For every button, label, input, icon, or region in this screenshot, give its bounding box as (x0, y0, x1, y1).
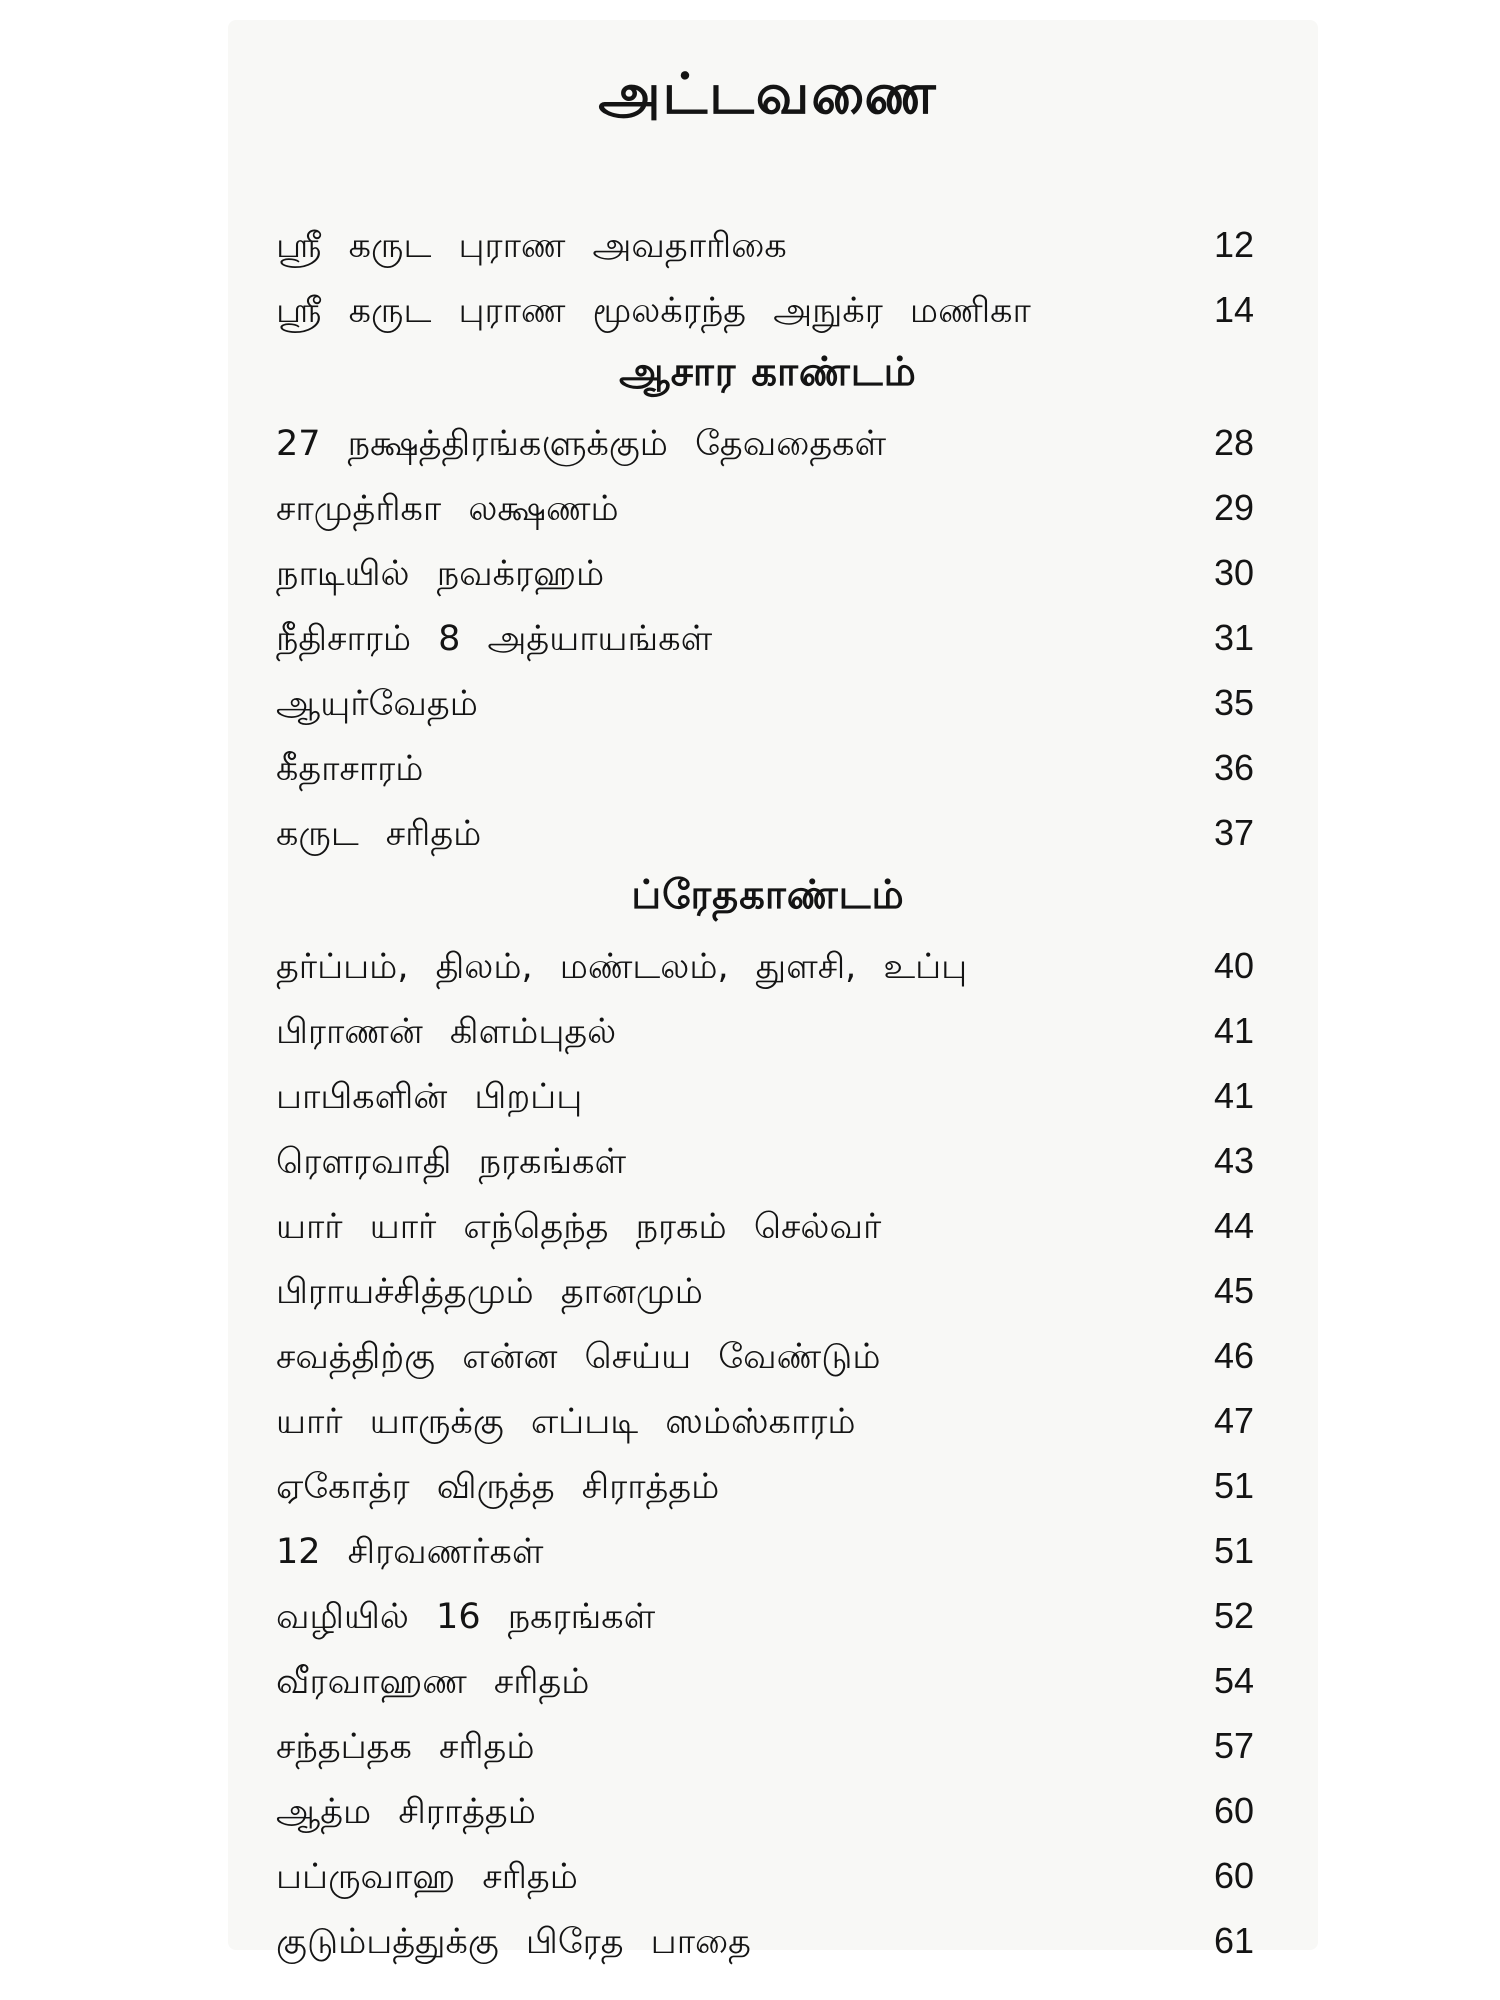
entry-page-number: 43 (1213, 1140, 1254, 1181)
entry-title: 12 சிரவணர்கள் (276, 1532, 544, 1572)
entry-title: தர்ப்பம், திலம், மண்டலம், துளசி, உப்பு (276, 947, 968, 987)
toc-entry (276, 605, 1260, 670)
entry-title: சந்தப்தக சரிதம் (276, 1727, 535, 1767)
entry-title: நாடியில் நவக்ரஹம் (276, 554, 605, 594)
entry-title: ஸ்ரீ கருட புராண மூலக்ரந்த அநுக்ர மணிகா (276, 291, 1031, 331)
toc-entry (276, 670, 1260, 735)
section-heading-pretha-kandam: ப்ரேதகாண்டம் (631, 872, 905, 918)
entry-page-number: 14 (1213, 289, 1254, 330)
entry-title: வழியில் 16 நகரங்கள் (276, 1597, 656, 1637)
entry-title: நீதிசாரம் 8 அத்யாயங்கள் (276, 619, 713, 659)
entry-title: ஆயுர்வேதம் (276, 684, 478, 724)
entry-page-number: 41 (1213, 1075, 1254, 1116)
entry-title: கருட சரிதம் (276, 814, 482, 854)
toc-entry (276, 1518, 1260, 1583)
table-of-contents (276, 58, 1260, 1973)
entry-page-number: 46 (1213, 1335, 1254, 1376)
entry-page-number: 47 (1213, 1400, 1254, 1441)
entry-title: குடும்பத்துக்கு பிரேத பாதை (276, 1922, 751, 1962)
toc-entry (276, 1908, 1260, 1973)
entry-page-number: 52 (1213, 1595, 1254, 1636)
entry-title: பிராணன் கிளம்புதல் (276, 1012, 617, 1052)
entry-page-number: 36 (1213, 747, 1254, 788)
section-heading-achara-kandam: ஆசார காண்டம் (619, 349, 917, 395)
entry-title: 27 நக்ஷத்திரங்களுக்கும் தேவதைகள் (276, 424, 887, 464)
toc-entry (276, 1453, 1260, 1518)
toc-entry (276, 212, 1260, 277)
entry-page-number: 28 (1213, 422, 1254, 463)
entry-title: ஸ்ரீ கருட புராண அவதாரிகை (276, 226, 787, 266)
entry-page-number: 45 (1213, 1270, 1254, 1311)
entry-title: ரௌரவாதி நரகங்கள் (276, 1142, 627, 1182)
entry-title: பாபிகளின் பிறப்பு (276, 1077, 583, 1117)
toc-entry (276, 1258, 1260, 1323)
entry-page-number: 37 (1213, 812, 1254, 853)
entry-page-number: 44 (1213, 1205, 1254, 1246)
toc-entry (276, 1388, 1260, 1453)
entry-page-number: 51 (1213, 1530, 1254, 1571)
page-title: அட்டவணை (598, 62, 938, 127)
entry-page-number: 60 (1213, 1855, 1254, 1896)
toc-entry (276, 475, 1260, 540)
entry-title: பிராயச்சித்தமும் தானமும் (276, 1272, 703, 1312)
toc-entry (276, 800, 1260, 865)
toc-entry (276, 1843, 1260, 1908)
toc-entry (276, 277, 1260, 342)
entry-page-number: 57 (1213, 1725, 1254, 1766)
entry-page-number: 12 (1213, 224, 1254, 265)
entry-page-number: 29 (1213, 487, 1254, 528)
toc-entry (276, 1128, 1260, 1193)
entry-page-number: 61 (1213, 1920, 1254, 1961)
toc-entry (276, 1713, 1260, 1778)
toc-entry (276, 998, 1260, 1063)
entry-title: பப்ருவாஹ சரிதம் (276, 1857, 578, 1897)
entry-title: கீதாசாரம் (276, 749, 424, 789)
entry-title: சவத்திற்கு என்ன செய்ய வேண்டும் (276, 1337, 881, 1377)
toc-entry (276, 1778, 1260, 1843)
entry-page-number: 60 (1213, 1790, 1254, 1831)
toc-entry (276, 1323, 1260, 1388)
toc-entry (276, 933, 1260, 998)
entry-page-number: 40 (1213, 945, 1254, 986)
entry-title: ஏகோத்ர விருத்த சிராத்தம் (276, 1467, 720, 1507)
entry-title: யார் யாருக்கு எப்படி ஸம்ஸ்காரம் (276, 1402, 856, 1442)
entry-title: சாமுத்ரிகா லக்ஷணம் (276, 489, 619, 529)
entry-title: வீரவாஹண சரிதம் (276, 1662, 590, 1702)
entry-page-number: 30 (1213, 552, 1254, 593)
toc-entry (276, 735, 1260, 800)
toc-entry (276, 1583, 1260, 1648)
toc-entry (276, 1648, 1260, 1713)
toc-entry (276, 410, 1260, 475)
entry-title: ஆத்ம சிராத்தம் (276, 1792, 536, 1832)
toc-entry (276, 1193, 1260, 1258)
entry-page-number: 54 (1213, 1660, 1254, 1701)
entry-page-number: 35 (1213, 682, 1254, 723)
toc-entry (276, 540, 1260, 605)
entry-page-number: 31 (1213, 617, 1254, 658)
entry-page-number: 51 (1213, 1465, 1254, 1506)
toc-entry (276, 1063, 1260, 1128)
entry-title: யார் யார் எந்தெந்த நரகம் செல்வர் (276, 1207, 882, 1247)
entry-page-number: 41 (1213, 1010, 1254, 1051)
